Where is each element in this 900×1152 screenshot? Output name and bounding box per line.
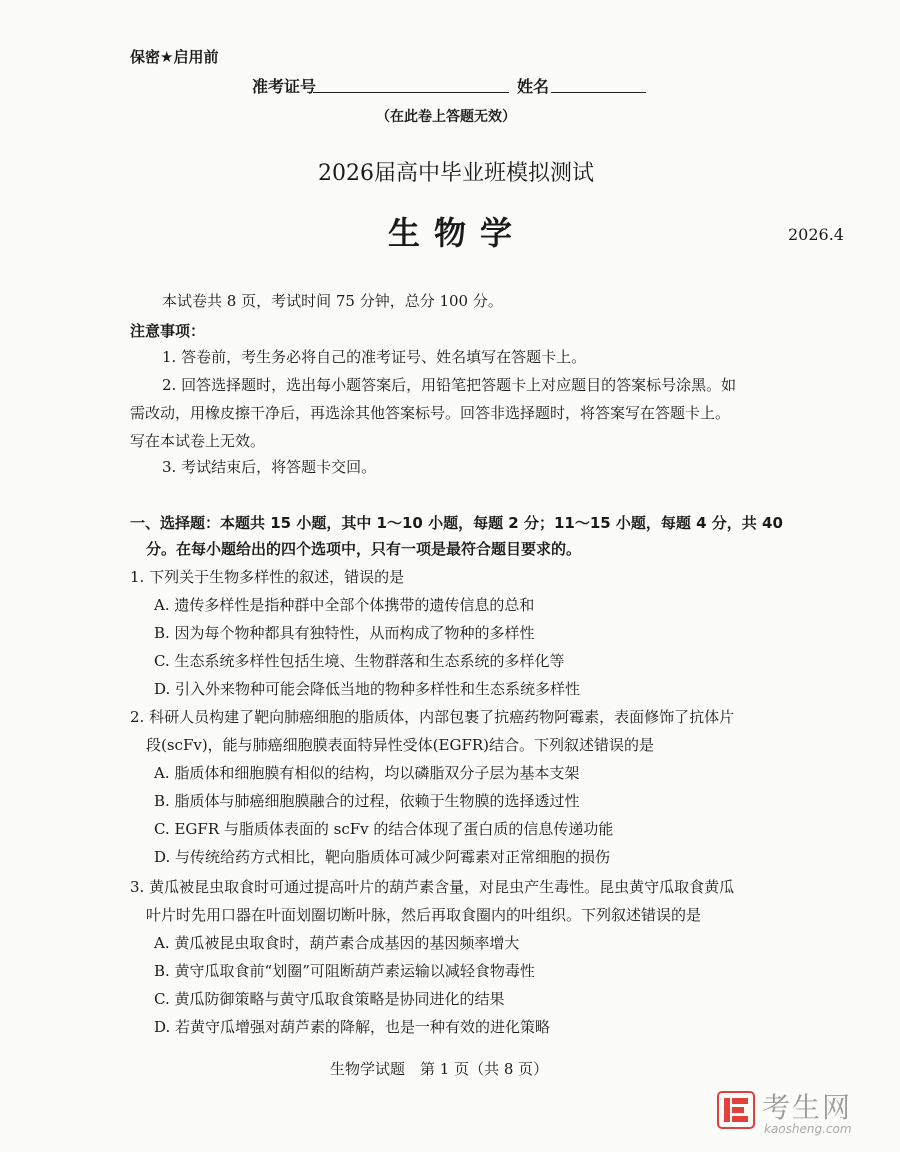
note-2-line-1: 2. 回答选择题时，选出每小题答案后，用铅笔把答题卡上对应题目的答案标号涂黑。如 — [162, 376, 737, 394]
exam-id-blank — [313, 92, 509, 93]
question-2-option-a: A. 脂质体和细胞膜有相似的结构，均以磷脂双分子层为基本支架 — [154, 764, 580, 782]
question-1-option-d: D. 引入外来物种可能会降低当地的物种多样性和生态系统多样性 — [154, 680, 581, 698]
watermark-text: 考生网 — [762, 1091, 853, 1124]
question-3-stem-line-2: 叶片时先用口器在叶面划圈切断叶脉，然后再取食圈内的叶组织。下列叙述错误的是 — [146, 906, 702, 924]
exam-id-label: 准考证号 — [252, 77, 317, 96]
question-2-stem-line-1: 2. 科研人员构建了靶向肺癌细胞的脂质体，内部包裹了抗癌药物阿霉素，表面修饰了抗体片 — [130, 708, 735, 726]
confidential-label: 保密★启用前 — [130, 48, 219, 66]
question-3-stem-line-1: 3. 黄瓜被昆虫取食时可通过提高叶片的葫芦素含量，对昆虫产生毒性。昆虫黄守瓜取食黄瓜 — [130, 878, 735, 896]
section-heading-line-2: 分。在每小题给出的四个选项中，只有一项是最符合题目要求的。 — [146, 540, 582, 558]
question-2-stem-line-2: 段(scFv)，能与肺癌细胞膜表面特异性受体(EGFR)结合。下列叙述错误的是 — [146, 736, 655, 754]
logo-bar-top — [732, 1098, 748, 1104]
note-2-line-3: 写在本试卷上无效。 — [130, 432, 266, 450]
note-1: 1. 答卷前，考生务必将自己的准考证号、姓名填写在答题卡上。 — [162, 348, 587, 366]
notes-title: 注意事项： — [130, 322, 206, 340]
question-1-stem: 1. 下列关于生物多样性的叙述，错误的是 — [130, 568, 405, 586]
question-2-option-b: B. 脂质体与肺癌细胞膜融合的过程，依赖于生物膜的选择透过性 — [154, 792, 580, 810]
note-3: 3. 考试结束后，将答题卡交回。 — [162, 458, 377, 476]
invalid-note: （在此卷上答题无效） — [376, 109, 516, 125]
logo-bar-left — [724, 1098, 730, 1122]
exam-intro: 本试卷共 8 页，考试时间 75 分钟，总分 100 分。 — [162, 292, 503, 310]
question-1-option-a: A. 遗传多样性是指种群中全部个体携带的遗传信息的总和 — [154, 596, 535, 614]
subject-title: 生物学 — [388, 214, 527, 252]
question-3-option-c: C. 黄瓜防御策略与黄守瓜取食策略是协同进化的结果 — [154, 990, 505, 1008]
section-heading-line-1: 一、选择题：本题共 15 小题，其中 1～10 小题，每题 2 分；11～15 小题，每题 4 分，共 40 — [130, 514, 783, 532]
page-footer: 生物学试题 第 1 页（共 8 页） — [330, 1060, 549, 1078]
exam-title: 2026届高中毕业班模拟测试 — [318, 161, 594, 186]
name-blank — [551, 92, 646, 93]
logo-bar-bottom — [732, 1116, 748, 1122]
logo-bar-mid — [732, 1107, 744, 1113]
question-1-option-c: C. 生态系统多样性包括生境、生物群落和生态系统的多样化等 — [154, 652, 565, 670]
question-3-option-b: B. 黄守瓜取食前“划圈”可阻断葫芦素运输以减轻食物毒性 — [154, 962, 535, 980]
question-1-option-b: B. 因为每个物种都具有独特性，从而构成了物种的多样性 — [154, 624, 535, 642]
question-2-option-c: C. EGFR 与脂质体表面的 scFv 的结合体现了蛋白质的信息传递功能 — [154, 820, 614, 838]
kaosheng-logo-icon — [716, 1090, 756, 1130]
note-2-line-2: 需改动，用橡皮擦干净后，再选涂其他答案标号。回答非选择题时，将答案写在答题卡上。 — [130, 404, 731, 422]
exam-date: 2026.4 — [788, 225, 844, 244]
question-3-option-a: A. 黄瓜被昆虫取食时，葫芦素合成基因的基因频率增大 — [154, 934, 520, 952]
watermark — [716, 1086, 876, 1140]
name-label: 姓名 — [517, 77, 550, 96]
watermark-url: kaosheng.com — [764, 1122, 852, 1136]
question-3-option-d: D. 若黄守瓜增强对葫芦素的降解，也是一种有效的进化策略 — [154, 1018, 551, 1036]
question-2-option-d: D. 与传统给药方式相比，靶向脂质体可减少阿霉素对正常细胞的损伤 — [154, 848, 611, 866]
